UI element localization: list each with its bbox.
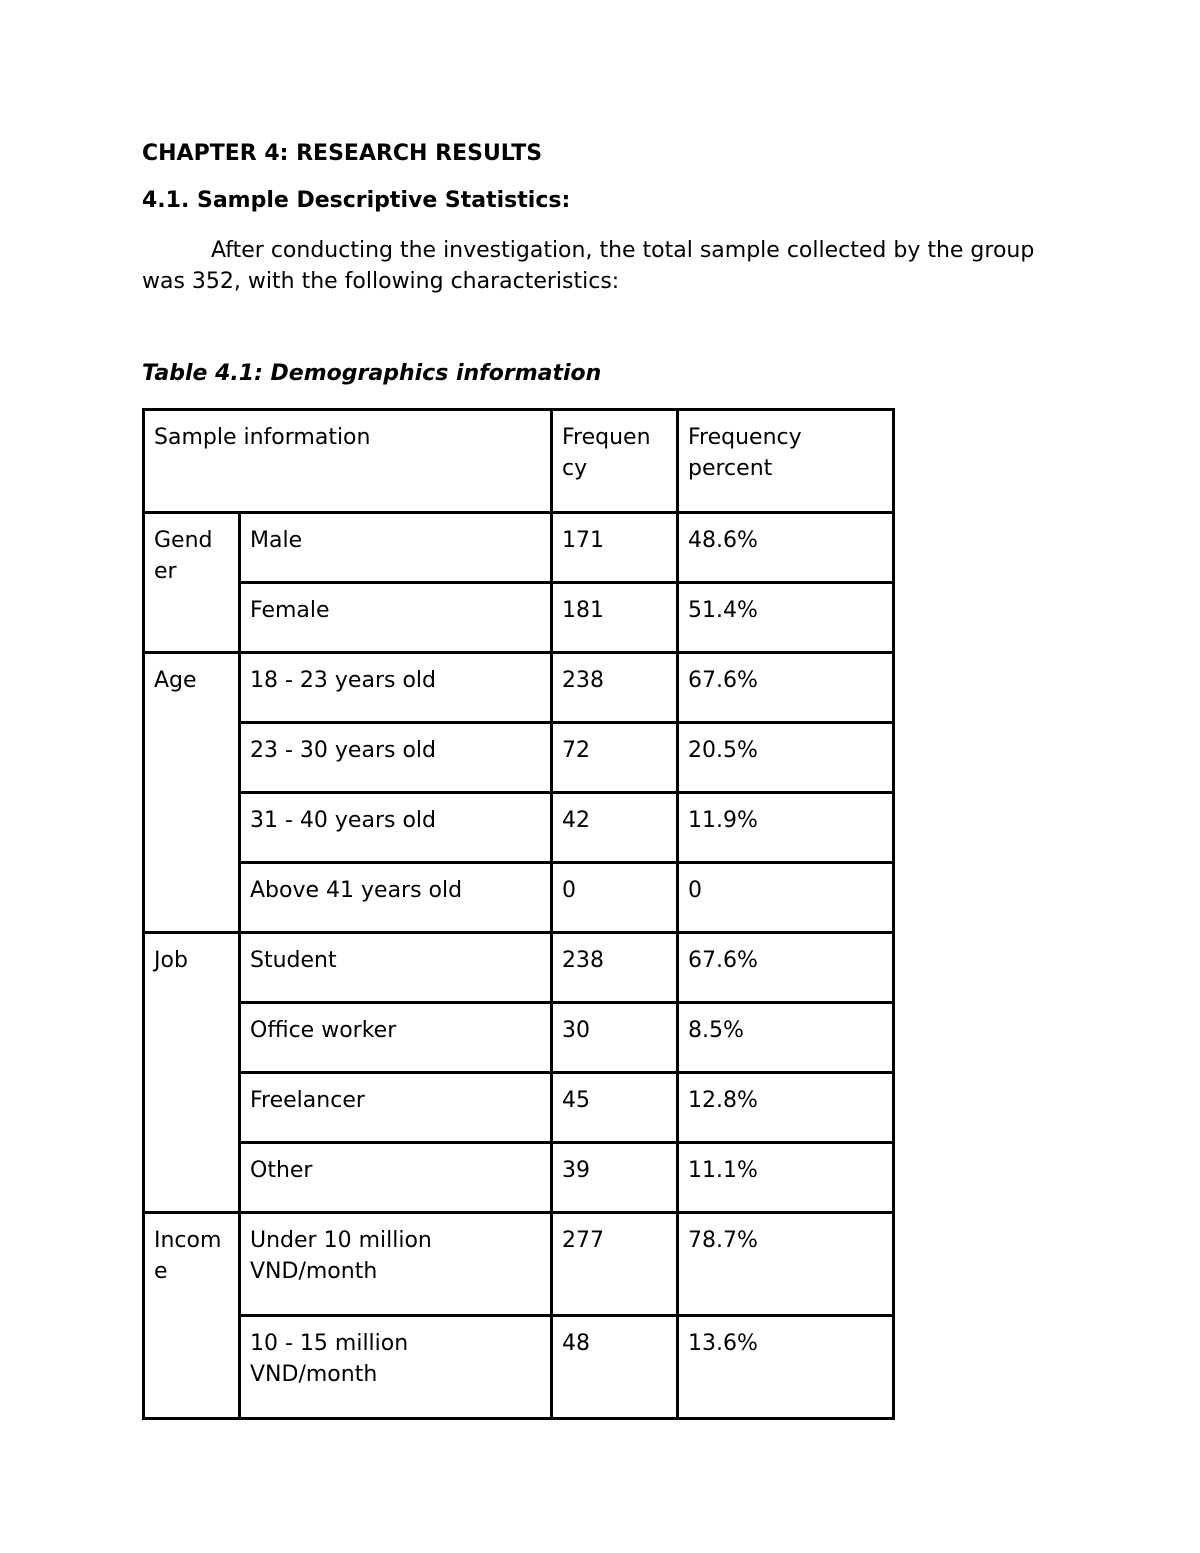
- cell-item: Other: [240, 1143, 552, 1213]
- cell-item: Above 41 years old: [240, 863, 552, 933]
- table-row: [144, 793, 894, 863]
- cell-frequency: 0: [552, 863, 678, 933]
- table-row: [144, 723, 894, 793]
- cell-frequency: 238: [552, 933, 678, 1003]
- cell-item: Under 10 million VND/month: [240, 1213, 552, 1316]
- cell-percent: 12.8%: [678, 1073, 894, 1143]
- header-frequency-percent: Frequency percent: [678, 410, 894, 513]
- cell-item: Female: [240, 583, 552, 653]
- cell-percent: 78.7%: [678, 1213, 894, 1316]
- group-label-job: Job: [144, 933, 240, 1213]
- cell-percent: 13.6%: [678, 1316, 894, 1419]
- cell-frequency: 277: [552, 1213, 678, 1316]
- cell-item: Office worker: [240, 1003, 552, 1073]
- group-label-gender: Gend er: [144, 513, 240, 653]
- header-frequency: Frequen cy: [552, 410, 678, 513]
- group-label-age: Age: [144, 653, 240, 933]
- cell-item: Male: [240, 513, 552, 583]
- intro-paragraph: After conducting the investigation, the total sample collected by the group was 352, with the following characteristics:: [142, 238, 1035, 294]
- cell-percent: 20.5%: [678, 723, 894, 793]
- demographics-table: [142, 408, 895, 1420]
- table-row: [144, 1316, 894, 1419]
- section-title: 4.1. Sample Descriptive Statistics:: [142, 188, 571, 213]
- table-row: [144, 653, 894, 723]
- cell-percent: 67.6%: [678, 653, 894, 723]
- cell-item: 18 - 23 years old: [240, 653, 552, 723]
- chapter-title: CHAPTER 4: RESEARCH RESULTS: [142, 141, 543, 166]
- table-row: [144, 583, 894, 653]
- cell-frequency: 48: [552, 1316, 678, 1419]
- cell-percent: 11.9%: [678, 793, 894, 863]
- cell-percent: 51.4%: [678, 583, 894, 653]
- cell-item: 10 - 15 million VND/month: [240, 1316, 552, 1419]
- cell-frequency: 72: [552, 723, 678, 793]
- table-header-row: [144, 410, 894, 513]
- cell-frequency: 238: [552, 653, 678, 723]
- cell-percent: 67.6%: [678, 933, 894, 1003]
- table-row: [144, 1003, 894, 1073]
- cell-item: 31 - 40 years old: [240, 793, 552, 863]
- cell-frequency: 45: [552, 1073, 678, 1143]
- table-row: [144, 933, 894, 1003]
- table-row: [144, 863, 894, 933]
- table-row: [144, 1143, 894, 1213]
- cell-frequency: 39: [552, 1143, 678, 1213]
- cell-percent: 11.1%: [678, 1143, 894, 1213]
- cell-frequency: 30: [552, 1003, 678, 1073]
- group-label-income: Incom e: [144, 1213, 240, 1419]
- cell-percent: 8.5%: [678, 1003, 894, 1073]
- cell-frequency: 42: [552, 793, 678, 863]
- cell-item: 23 - 30 years old: [240, 723, 552, 793]
- header-sample-information: Sample information: [144, 410, 552, 513]
- cell-percent: 0: [678, 863, 894, 933]
- table-row: [144, 1213, 894, 1316]
- cell-frequency: 171: [552, 513, 678, 583]
- table-caption: Table 4.1: Demographics information: [142, 361, 602, 386]
- cell-item: Freelancer: [240, 1073, 552, 1143]
- table-row: [144, 1073, 894, 1143]
- cell-percent: 48.6%: [678, 513, 894, 583]
- cell-frequency: 181: [552, 583, 678, 653]
- cell-item: Student: [240, 933, 552, 1003]
- table-row: [144, 513, 894, 583]
